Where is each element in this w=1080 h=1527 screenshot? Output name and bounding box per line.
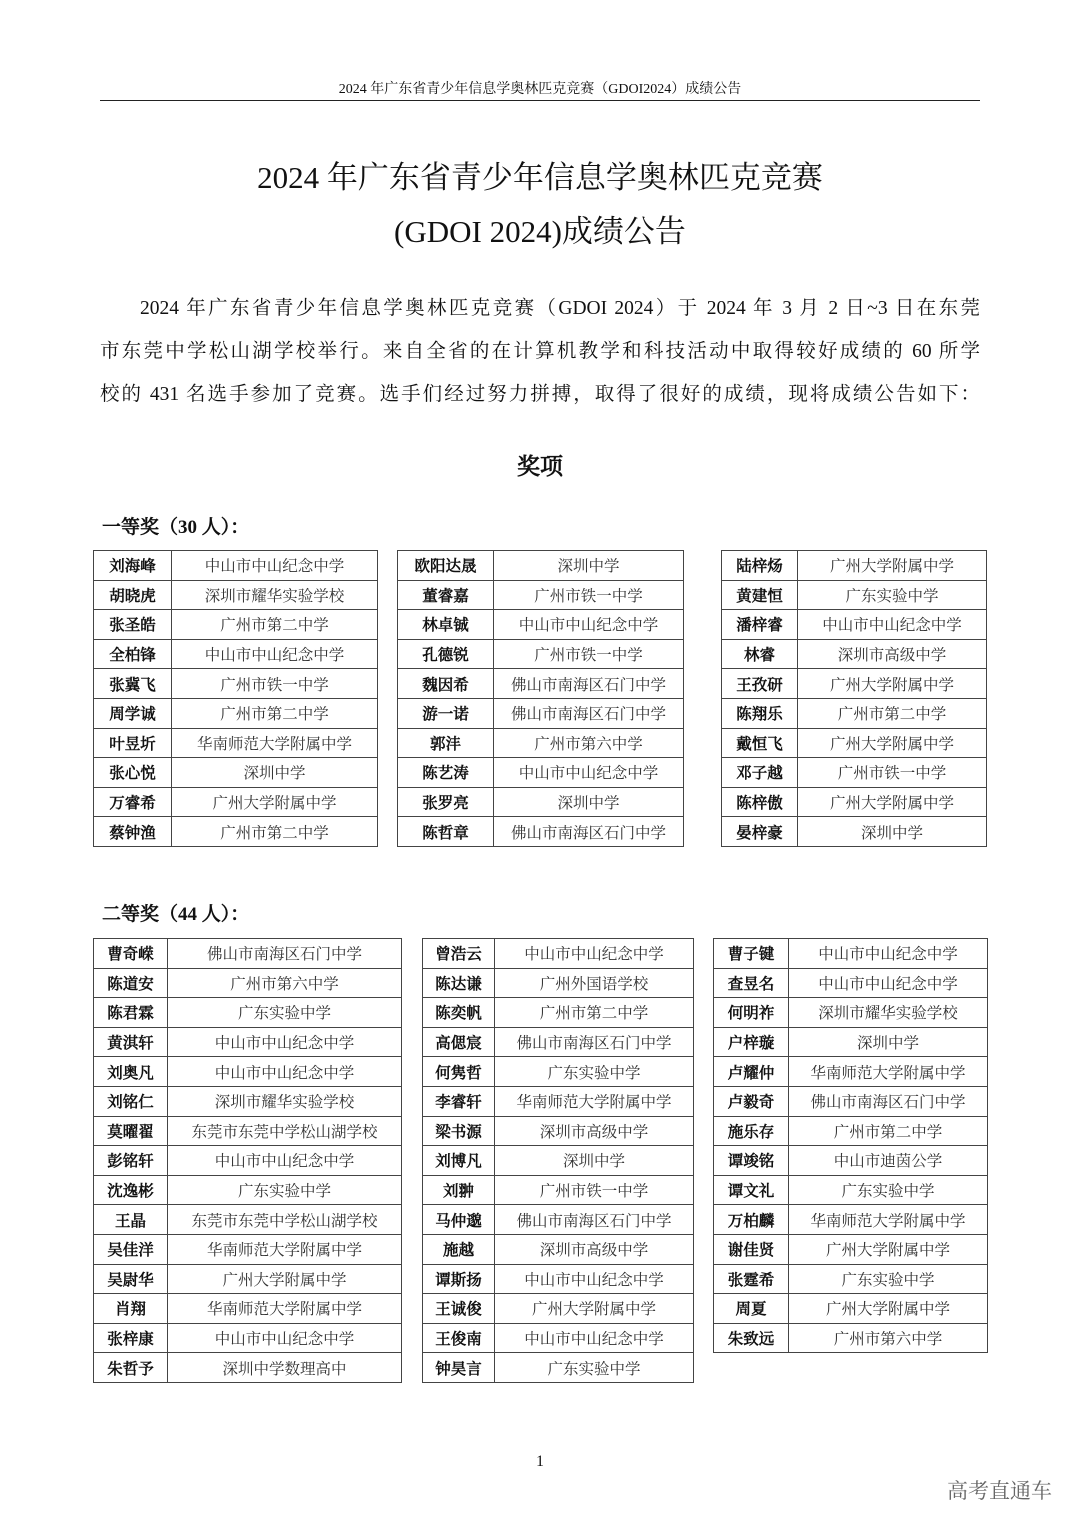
winner-school: 华南师范大学附属中学 (168, 1294, 402, 1324)
winner-name: 王俊南 (423, 1323, 495, 1353)
table-row (722, 698, 987, 728)
winner-school: 佛山市南海区石门中学 (168, 939, 402, 969)
table-row (722, 669, 987, 699)
page-title-line2: (GDOI 2024)成绩公告 (394, 214, 686, 249)
winner-name: 卢毅奇 (714, 1086, 789, 1116)
table-row (94, 1264, 402, 1294)
winner-name: 叶昱圻 (94, 728, 172, 758)
winner-name: 陆梓炀 (722, 551, 798, 581)
winner-name: 万柏麟 (714, 1205, 789, 1235)
table-row (94, 758, 378, 788)
second-prize-table-1 (93, 938, 402, 1383)
winner-school: 深圳市高级中学 (495, 1116, 694, 1146)
winner-school: 中山市中山纪念中学 (798, 610, 987, 640)
table-row (398, 817, 684, 847)
table-row (94, 817, 378, 847)
winner-name: 肖翔 (94, 1294, 168, 1324)
table-row (94, 728, 378, 758)
table-row (722, 610, 987, 640)
winner-school: 广州市第六中学 (494, 728, 684, 758)
table-row (398, 698, 684, 728)
table-row (398, 580, 684, 610)
winner-name: 郭沣 (398, 728, 494, 758)
winner-school: 广州市第二中学 (495, 998, 694, 1028)
table-row (94, 1234, 402, 1264)
winner-name: 游一诺 (398, 698, 494, 728)
winner-school: 广东实验中学 (789, 1264, 988, 1294)
winner-school: 广州市铁一中学 (494, 639, 684, 669)
winner-name: 张霆希 (714, 1264, 789, 1294)
table-row (722, 728, 987, 758)
page-number: 1 (536, 1453, 544, 1470)
winner-name: 查昱名 (714, 968, 789, 998)
table-row (423, 1086, 694, 1116)
winner-school: 广东实验中学 (495, 1353, 694, 1383)
table-row (94, 610, 378, 640)
table-row (398, 787, 684, 817)
winner-school: 东莞市东莞中学松山湖学校 (168, 1205, 402, 1235)
table-row (94, 939, 402, 969)
winner-school: 广州市第二中学 (172, 817, 378, 847)
winner-school: 中山市中山纪念中学 (172, 551, 378, 581)
winner-name: 欧阳达晟 (398, 551, 494, 581)
winner-name: 林睿 (722, 639, 798, 669)
table-row (94, 998, 402, 1028)
winner-name: 谢佳贤 (714, 1234, 789, 1264)
header-divider (100, 100, 980, 101)
winner-name: 陈梓傲 (722, 787, 798, 817)
winner-name: 曾浩云 (423, 939, 495, 969)
winner-name: 张罗亮 (398, 787, 494, 817)
winner-name: 蔡钟渔 (94, 817, 172, 847)
winner-name: 刘奥凡 (94, 1057, 168, 1087)
table-row (714, 1057, 988, 1087)
table-row (423, 1205, 694, 1235)
table-row (423, 968, 694, 998)
table-row (94, 1323, 402, 1353)
winner-school: 华南师范大学附属中学 (789, 1205, 988, 1235)
table-row (714, 1294, 988, 1324)
first-prize-table-1 (93, 550, 378, 847)
winner-name: 陈哲章 (398, 817, 494, 847)
winner-name: 刘海峰 (94, 551, 172, 581)
winner-school: 广州大学附属中学 (798, 669, 987, 699)
winner-name: 梁书源 (423, 1116, 495, 1146)
table-row (398, 728, 684, 758)
winner-school: 广州大学附属中学 (495, 1294, 694, 1324)
winner-school: 广东实验中学 (168, 998, 402, 1028)
winner-school: 广东实验中学 (798, 580, 987, 610)
winner-name: 彭铭轩 (94, 1146, 168, 1176)
winner-name: 刘铭仁 (94, 1086, 168, 1116)
winner-school: 深圳市耀华实验学校 (789, 998, 988, 1028)
winner-name: 晏梓豪 (722, 817, 798, 847)
winner-school: 广东实验中学 (168, 1175, 402, 1205)
table-row (94, 1353, 402, 1383)
table-row (94, 580, 378, 610)
running-header: 2024 年广东省青少年信息学奥林匹克竞赛（GDOI2024）成绩公告 (338, 82, 742, 97)
table-row (714, 968, 988, 998)
winner-school: 中山市中山纪念中学 (494, 610, 684, 640)
winner-name: 胡晓虎 (94, 580, 172, 610)
winner-name: 施乐存 (714, 1116, 789, 1146)
winner-name: 万睿希 (94, 787, 172, 817)
winner-school: 中山市中山纪念中学 (495, 1264, 694, 1294)
winner-school: 广州市第六中学 (789, 1323, 988, 1353)
winner-school: 华南师范大学附属中学 (789, 1057, 988, 1087)
table-row (398, 669, 684, 699)
winner-name: 谭斯扬 (423, 1264, 495, 1294)
table-row (722, 580, 987, 610)
table-row (423, 1264, 694, 1294)
table-row (94, 787, 378, 817)
winner-school: 广州市铁一中学 (494, 580, 684, 610)
winner-school: 中山市中山纪念中学 (789, 968, 988, 998)
winner-name: 黄淇轩 (94, 1027, 168, 1057)
table-row (423, 1027, 694, 1057)
table-row (714, 1264, 988, 1294)
winner-school: 广州大学附属中学 (172, 787, 378, 817)
page-title-line1: 2024 年广东省青少年信息学奥林匹克竞赛 (257, 160, 823, 195)
table-row (423, 1234, 694, 1264)
winner-school: 深圳市高级中学 (495, 1234, 694, 1264)
winner-name: 吴尉华 (94, 1264, 168, 1294)
winner-name: 邓子越 (722, 758, 798, 788)
table-row (94, 639, 378, 669)
winner-name: 何隽哲 (423, 1057, 495, 1087)
winner-name: 钟昊言 (423, 1353, 495, 1383)
winner-school: 佛山市南海区石门中学 (495, 1205, 694, 1235)
table-row (423, 1294, 694, 1324)
winner-school: 广州市第二中学 (789, 1116, 988, 1146)
table-row (714, 998, 988, 1028)
winner-name: 高偲宸 (423, 1027, 495, 1057)
table-row (94, 698, 378, 728)
winner-school: 深圳中学 (789, 1027, 988, 1057)
winner-school: 广州外国语学校 (495, 968, 694, 998)
winner-school: 广州大学附属中学 (168, 1264, 402, 1294)
winner-name: 魏因希 (398, 669, 494, 699)
table-row (423, 1057, 694, 1087)
winner-school: 广东实验中学 (495, 1057, 694, 1087)
winner-school: 深圳市耀华实验学校 (168, 1086, 402, 1116)
table-row (714, 1027, 988, 1057)
winner-name: 刘翀 (423, 1175, 495, 1205)
winner-school: 中山市中山纪念中学 (172, 639, 378, 669)
table-row (94, 1175, 402, 1205)
table-row (423, 1146, 694, 1176)
table-row (722, 639, 987, 669)
winner-school: 佛山市南海区石门中学 (789, 1086, 988, 1116)
table-row (94, 968, 402, 998)
table-row (722, 817, 987, 847)
table-row (722, 551, 987, 581)
winner-name: 吴佳洋 (94, 1234, 168, 1264)
table-row (714, 1205, 988, 1235)
winner-school: 深圳中学 (495, 1146, 694, 1176)
table-row (94, 669, 378, 699)
winner-name: 潘梓睿 (722, 610, 798, 640)
winner-school: 广州市第二中学 (172, 610, 378, 640)
winner-school: 广东实验中学 (789, 1175, 988, 1205)
winner-school: 中山市中山纪念中学 (168, 1323, 402, 1353)
winner-school: 广州市第二中学 (172, 698, 378, 728)
table-row (423, 1323, 694, 1353)
winner-name: 林卓铖 (398, 610, 494, 640)
first-prize-table-3 (721, 550, 987, 847)
winner-name: 王诚俊 (423, 1294, 495, 1324)
winner-name: 全柏锋 (94, 639, 172, 669)
table-row (714, 939, 988, 969)
winner-name: 刘博凡 (423, 1146, 495, 1176)
winner-name: 沈逸彬 (94, 1175, 168, 1205)
winner-school: 广州大学附属中学 (789, 1234, 988, 1264)
winner-school: 深圳中学 (494, 551, 684, 581)
table-row (94, 551, 378, 581)
winner-school: 中山市中山纪念中学 (495, 1323, 694, 1353)
winner-name: 李睿轩 (423, 1086, 495, 1116)
winner-school: 中山市迪茵公学 (789, 1146, 988, 1176)
table-row (94, 1146, 402, 1176)
winner-name: 黄建恒 (722, 580, 798, 610)
awards-heading: 奖项 (517, 454, 563, 479)
table-row (94, 1205, 402, 1235)
winner-school: 佛山市南海区石门中学 (495, 1027, 694, 1057)
winner-school: 中山市中山纪念中学 (494, 758, 684, 788)
table-row (94, 1294, 402, 1324)
second-prize-table-3 (713, 938, 988, 1353)
winner-name: 施越 (423, 1234, 495, 1264)
winner-name: 曹子键 (714, 939, 789, 969)
winner-school: 广州大学附属中学 (798, 728, 987, 758)
first-prize-heading: 一等奖（30 人）： (102, 517, 250, 538)
table-row (714, 1175, 988, 1205)
winner-school: 佛山市南海区石门中学 (494, 698, 684, 728)
winner-name: 朱致远 (714, 1323, 789, 1353)
winner-school: 中山市中山纪念中学 (168, 1057, 402, 1087)
winner-name: 陈艺涛 (398, 758, 494, 788)
winner-name: 何明祚 (714, 998, 789, 1028)
winner-name: 马仲邈 (423, 1205, 495, 1235)
winner-school: 深圳中学 (798, 817, 987, 847)
winner-school: 中山市中山纪念中学 (168, 1027, 402, 1057)
winner-name: 董睿嘉 (398, 580, 494, 610)
winner-school: 中山市中山纪念中学 (168, 1146, 402, 1176)
winner-school: 广州大学附属中学 (789, 1294, 988, 1324)
winner-name: 周学诚 (94, 698, 172, 728)
winner-school: 广州大学附属中学 (798, 551, 987, 581)
table-row (94, 1086, 402, 1116)
table-row (722, 758, 987, 788)
winner-school: 华南师范大学附属中学 (172, 728, 378, 758)
winner-name: 张心悦 (94, 758, 172, 788)
table-row (423, 1353, 694, 1383)
intro-paragraph-line: 校的 431 名选手参加了竞赛。选手们经过努力拼搏，取得了很好的成绩，现将成绩公告如下： (100, 384, 980, 405)
winner-school: 广州大学附属中学 (798, 787, 987, 817)
winner-school: 广州市第六中学 (168, 968, 402, 998)
winner-name: 谭竣铭 (714, 1146, 789, 1176)
winner-name: 陈君霖 (94, 998, 168, 1028)
winner-name: 王孜研 (722, 669, 798, 699)
table-row (423, 939, 694, 969)
table-row (423, 1175, 694, 1205)
table-row (398, 639, 684, 669)
winner-name: 陈达谦 (423, 968, 495, 998)
winner-name: 王晶 (94, 1205, 168, 1235)
winner-school: 中山市中山纪念中学 (495, 939, 694, 969)
winner-name: 张冀飞 (94, 669, 172, 699)
winner-school: 广州市铁一中学 (495, 1175, 694, 1205)
table-row (714, 1234, 988, 1264)
winner-name: 卢耀仲 (714, 1057, 789, 1087)
table-row (714, 1086, 988, 1116)
winner-school: 深圳市高级中学 (798, 639, 987, 669)
watermark: 高考直通车 (947, 1479, 1052, 1503)
winner-name: 张圣皓 (94, 610, 172, 640)
table-row (398, 551, 684, 581)
winner-name: 谭文礼 (714, 1175, 789, 1205)
second-prize-table-2 (422, 938, 694, 1383)
table-row (94, 1027, 402, 1057)
winner-school: 广州市铁一中学 (172, 669, 378, 699)
winner-school: 东莞市东莞中学松山湖学校 (168, 1116, 402, 1146)
table-row (94, 1057, 402, 1087)
winner-school: 佛山市南海区石门中学 (494, 817, 684, 847)
winner-name: 陈道安 (94, 968, 168, 998)
intro-paragraph-line: 市东莞中学松山湖学校举行。来自全省的在计算机教学和科技活动中取得较好成绩的 60 所学 (100, 341, 980, 362)
winner-name: 张梓康 (94, 1323, 168, 1353)
winner-name: 朱哲予 (94, 1353, 168, 1383)
winner-school: 深圳中学 (494, 787, 684, 817)
winner-name: 户梓璇 (714, 1027, 789, 1057)
second-prize-heading: 二等奖（44 人）： (102, 904, 250, 925)
table-row (714, 1116, 988, 1146)
winner-school: 深圳市耀华实验学校 (172, 580, 378, 610)
table-row (722, 787, 987, 817)
winner-school: 深圳中学数理高中 (168, 1353, 402, 1383)
table-row (423, 1116, 694, 1146)
winner-name: 陈奕帆 (423, 998, 495, 1028)
table-row (423, 998, 694, 1028)
winner-name: 孔德锐 (398, 639, 494, 669)
table-row (398, 610, 684, 640)
winner-name: 周夏 (714, 1294, 789, 1324)
winner-name: 莫曜翟 (94, 1116, 168, 1146)
winner-name: 戴恒飞 (722, 728, 798, 758)
winner-school: 广州市第二中学 (798, 698, 987, 728)
table-row (714, 1323, 988, 1353)
winner-name: 曹奇嵘 (94, 939, 168, 969)
first-prize-table-2 (397, 550, 684, 847)
winner-name: 陈翔乐 (722, 698, 798, 728)
table-row (714, 1146, 988, 1176)
winner-school: 华南师范大学附属中学 (168, 1234, 402, 1264)
winner-school: 广州市铁一中学 (798, 758, 987, 788)
winner-school: 华南师范大学附属中学 (495, 1086, 694, 1116)
winner-school: 佛山市南海区石门中学 (494, 669, 684, 699)
table-row (94, 1116, 402, 1146)
table-row (398, 758, 684, 788)
intro-paragraph-line: 2024 年广东省青少年信息学奥林匹克竞赛（GDOI 2024）于 2024 年 3 月 2 日~3 日在东莞 (140, 298, 980, 319)
winner-school: 中山市中山纪念中学 (789, 939, 988, 969)
winner-school: 深圳中学 (172, 758, 378, 788)
